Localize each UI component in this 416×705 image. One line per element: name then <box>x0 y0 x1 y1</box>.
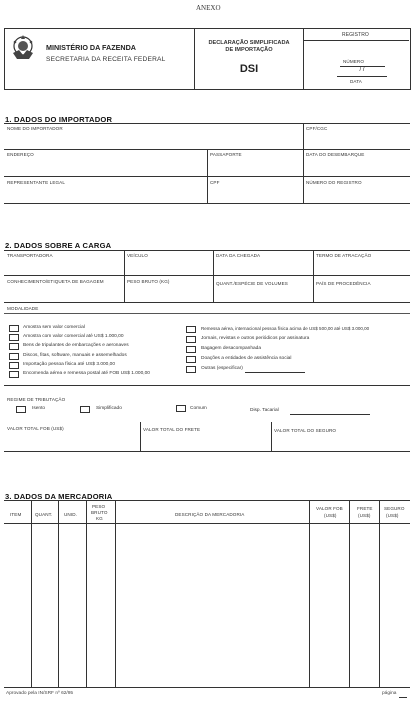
option-checkbox[interactable] <box>186 366 196 373</box>
registro-label: REGISTRO <box>342 32 369 38</box>
option-label: Doações a entidades de assistência social <box>201 356 292 361</box>
section3-title: 3. DADOS DA MERCADORIA <box>5 492 113 501</box>
col-unid-header: UNID. <box>64 512 78 517</box>
dispositivo-label: Disp. Tacarial <box>250 408 279 413</box>
valor-fob-label: VALOR TOTAL FOB (US$) <box>7 426 64 431</box>
footer-approval: Aprovado pela IN/SRF nº 62/95 <box>6 691 74 696</box>
regime-checkbox-simplificado[interactable] <box>80 406 90 413</box>
conhecimento-field[interactable] <box>6 285 121 299</box>
col-seguro-header-2: (US$) <box>386 513 399 518</box>
valor-seguro-field[interactable] <box>274 433 406 449</box>
option-checkbox[interactable] <box>9 334 19 341</box>
data-chegada-label: DATA DA CHEGADA <box>216 253 261 258</box>
outras-specify-line[interactable] <box>245 372 305 373</box>
endereco-label: ENDEREÇO <box>7 152 34 157</box>
modalidade-label: MODALIDADE <box>7 306 39 311</box>
col-valor-header-2: (US$) <box>324 513 337 518</box>
regime-label: REGIME DE TRIBUTAÇÃO <box>7 397 66 402</box>
secretariat-name: SECRETARIA DA RECEITA FEDERAL <box>46 56 166 63</box>
veiculo-label: VEÍCULO <box>127 253 148 258</box>
nome-importador-field[interactable] <box>6 132 300 148</box>
peso-bruto-label: PESO BRUTO (KG) <box>127 279 170 284</box>
cpf-cgc-field[interactable] <box>306 132 406 148</box>
section1-title: 1. DADOS DO IMPORTADOR <box>5 115 113 124</box>
conhecimento-label: CONHECIMENTO/ETIQUETA DE BAGAGEM <box>7 279 104 284</box>
option-checkbox[interactable] <box>186 326 196 333</box>
option-label: Amostra sem valor comercial <box>23 325 85 330</box>
doc-title-line2: DE IMPORTAÇÃO <box>225 47 273 53</box>
col-peso-header: PESO <box>92 504 106 509</box>
dispositivo-field[interactable] <box>290 414 370 415</box>
nome-importador-label: NOME DO IMPORTADOR <box>7 126 63 131</box>
termo-atracacao-label: TERMO DE ATRACAÇÃO <box>316 253 372 258</box>
passaporte-label: PASSAPORTE <box>210 152 242 157</box>
ministry-name: MINISTÉRIO DA FAZENDA <box>46 43 136 52</box>
quant-volumes-field[interactable] <box>216 287 310 299</box>
col-frete-header: FRETE <box>357 506 373 511</box>
data-desembarque-label: DATA DO DESEMBARQUE <box>306 152 365 157</box>
option-label: Jornais, revistas e outros periódicos por assinatura <box>201 336 310 341</box>
veiculo-field[interactable] <box>127 259 210 273</box>
option-label: Encomenda aérea e remessa postal até FOB US$ 1.000,00 <box>23 371 150 376</box>
option-label: Remessa aérea, internacional pessoa física acima de US$ 500,00 até US$ 3.000,00 <box>201 326 370 331</box>
peso-bruto-field[interactable] <box>127 285 210 299</box>
col-descricao-header: DESCRIÇÃO DA MERCADORIA <box>175 512 245 517</box>
col-item-header: ITEM <box>10 512 22 517</box>
quant-volumes-label: QUANT./ESPÉCIE DE VOLUMES <box>216 281 288 286</box>
section2-title: 2. DADOS SOBRE A CARGA <box>5 241 112 250</box>
option-label: Bens de tripulantes de embarcações e aeronaves <box>23 343 129 348</box>
termo-atracacao-field[interactable] <box>316 259 406 273</box>
numero-label: NÚMERO <box>343 59 365 64</box>
coat-of-arms-icon <box>9 33 37 61</box>
cpf-cgc-label: CPF/CGC <box>306 126 328 131</box>
option-label: Outras (especificar) <box>201 366 243 371</box>
regime-option-comum: Comum <box>190 406 207 411</box>
col-peso-header-2: BRUTO <box>91 510 108 515</box>
option-checkbox[interactable] <box>186 356 196 363</box>
cpf-field[interactable] <box>210 186 300 202</box>
regime-checkbox-isento[interactable] <box>16 406 26 413</box>
valor-frete-field[interactable] <box>143 433 268 449</box>
regime-option-simplificado: Simplificado <box>96 406 122 411</box>
transportadora-label: TRANSPORTADORA <box>7 253 53 258</box>
numero-registro-field[interactable] <box>306 186 406 202</box>
option-checkbox[interactable] <box>9 362 19 369</box>
option-label: Discos, fitas, software, manuais e assemelhados <box>23 353 127 358</box>
doc-code: DSI <box>239 63 259 75</box>
pais-procedencia-field[interactable] <box>316 287 406 299</box>
representante-label: REPRESENTANTE LEGAL <box>7 180 65 185</box>
valor-fob-field[interactable] <box>6 433 137 449</box>
valor-frete-label: VALOR TOTAL DO FRETE <box>143 427 201 432</box>
transportadora-field[interactable] <box>6 259 121 273</box>
regime-checkbox-comum[interactable] <box>176 405 186 412</box>
items-table-body[interactable] <box>5 525 409 685</box>
regime-option-isento: Isento <box>32 406 46 411</box>
endereco-field[interactable] <box>6 158 204 174</box>
data-chegada-field[interactable] <box>216 259 310 273</box>
date-field[interactable]: / / <box>337 67 387 77</box>
option-label: Amostra com valor comercial até US$ 1.000,00 <box>23 334 124 339</box>
col-frete-header-2: (US$) <box>358 513 371 518</box>
footer-page: página <box>382 691 397 696</box>
option-label: Bagagem desacompanhada <box>201 346 262 351</box>
doc-title-line1: DECLARAÇÃO SIMPLIFICADA <box>208 40 290 46</box>
annex-label: ANEXO <box>196 4 221 12</box>
col-quant-header: QUANT. <box>35 512 53 517</box>
pais-procedencia-label: PAÍS DE PROCEDÊNCIA <box>316 281 371 286</box>
option-checkbox[interactable] <box>9 371 19 378</box>
col-valor-header: VALOR FOB <box>316 506 343 511</box>
data-label: DATA <box>350 79 362 84</box>
col-peso-header-3: KG <box>96 516 103 521</box>
option-checkbox[interactable] <box>9 343 19 350</box>
option-checkbox[interactable] <box>186 346 196 353</box>
representante-field[interactable] <box>6 186 204 202</box>
col-seguro-header: SEGURO <box>384 506 405 511</box>
cpf-label: CPF <box>210 180 220 185</box>
option-checkbox[interactable] <box>186 336 196 343</box>
option-checkbox[interactable] <box>9 353 19 360</box>
option-label: Importação pessoa física até US$ 3.000,00 <box>23 362 115 367</box>
option-checkbox[interactable] <box>9 325 19 332</box>
passaporte-field[interactable] <box>210 158 300 174</box>
valor-seguro-label: VALOR TOTAL DO SEGURO <box>274 428 337 433</box>
numero-registro-label: NÚMERO DO REGISTRO <box>306 180 362 185</box>
data-desembarque-field[interactable] <box>306 158 406 174</box>
